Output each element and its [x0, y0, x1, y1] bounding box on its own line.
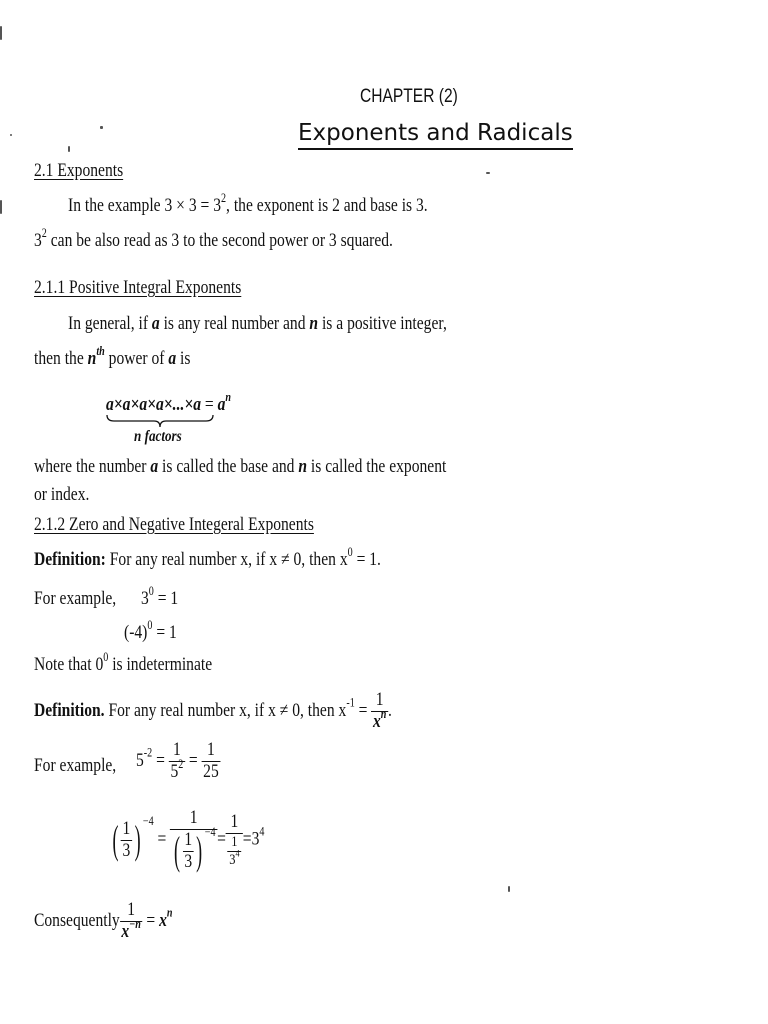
note-line: Note that $0^0$ is indeterminate	[34, 649, 213, 675]
example-equation: $3^0 = 1$	[141, 583, 179, 609]
example-equation: $5^{-2}$ = $\frac{1}{5^2}$ = $\frac{1}{25}$	[136, 739, 219, 782]
paragraph-line: $3^2$ can be also read as 3 to the second power or 3 squared.	[34, 225, 393, 251]
consequence-equation: Consequently $\frac{1}{x^{-n}}$ = $x^n$	[34, 899, 173, 942]
scan-speck	[0, 200, 2, 214]
scan-speck	[0, 26, 2, 40]
paragraph-line: then the $n^{th}$ power of a is	[34, 343, 191, 369]
factor-formula: $a\times a\times a\times a\times...\times a = a^n$	[106, 389, 232, 415]
section-heading-2-1-2: 2.1.2 Zero and Negative Integeral Exponents	[34, 514, 314, 535]
section-heading-2-1: 2.1 Exponents	[34, 160, 124, 181]
definition-zero-exponent: Definition: For any real number x, if x ≠ 0, then $x^0 = 1$.	[34, 544, 381, 570]
section-heading-2-1-1: 2.1.1 Positive Integral Exponents	[34, 277, 242, 298]
paragraph-line: In the example $3 \times 3 = 3^2$, the exponent is 2 and base is 3.	[68, 190, 428, 216]
scan-speck	[100, 126, 103, 129]
paragraph-line: In general, if a is any real number and n is a positive integer,	[68, 313, 447, 334]
brace-label: n factors	[134, 428, 182, 445]
paragraph-line: or index.	[34, 484, 90, 505]
example-equation: $(-4)^0 = 1$	[124, 617, 177, 643]
paragraph-line: where the number a is called the base and n is called the exponent	[34, 456, 447, 477]
scan-speck	[486, 172, 490, 174]
scan-speck	[10, 134, 12, 136]
scan-speck	[508, 886, 510, 892]
chapter-number: CHAPTER (2)	[360, 86, 458, 107]
example-label: For example,	[34, 755, 117, 776]
scan-speck	[68, 146, 70, 152]
example-fraction-equation: ( $\frac{1}{3}$ ) $^{-4}$ = 1 ( $\frac{1}{3}$ ) $^{-4}$ = $\frac{1}{\frac{1}{3^4}}$ $=3^4$	[112, 807, 265, 874]
underbrace-icon	[106, 414, 214, 428]
definition-negative-exponent: Definition. For any real number x, if x ≠ 0, then $x^{-1}$ = $\frac{1}{x^n}$ .	[34, 689, 392, 732]
example-label: For example,	[34, 588, 117, 609]
chapter-title: Exponents and Radicals	[298, 120, 573, 150]
